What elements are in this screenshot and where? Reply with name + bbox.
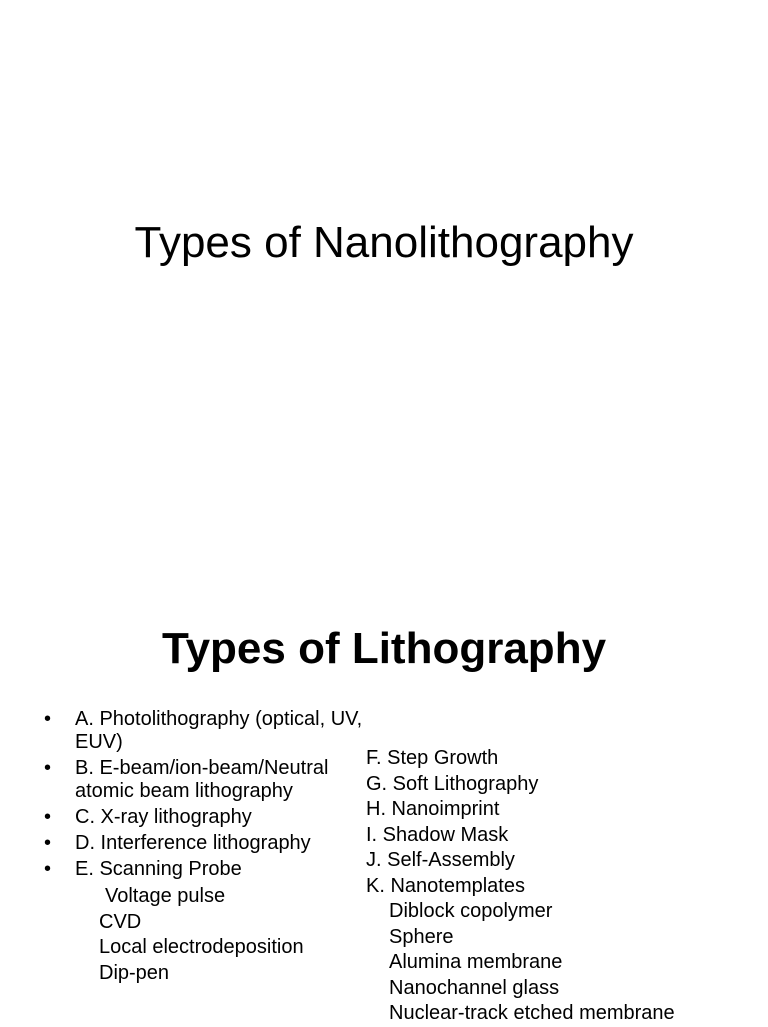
list-item-text: D. Interference lithography [75, 832, 311, 854]
sub-list-item: Alumina membrane [389, 951, 563, 973]
list-item-text: A. Photolithography (optical, UV, EUV) [75, 708, 363, 753]
list-item: F. Step Growth [366, 747, 499, 769]
list-item: H. Nanoimprint [366, 798, 500, 820]
slide1-title: Types of Nanolithography [134, 218, 634, 267]
list-item-text: B. E-beam/ion-beam/Neutral atomic beam lithography [75, 757, 329, 802]
list-item: I. Shadow Mask [366, 823, 509, 846]
list-item [44, 858, 364, 881]
list-item-text: E. Scanning Probe [75, 858, 242, 880]
sub-list-item: Voltage pulse [105, 885, 226, 907]
bullet-icon: • [44, 832, 52, 854]
sub-list-item: Nuclear-track etched membrane [389, 1002, 675, 1024]
bullet-icon: • [44, 858, 52, 880]
list-item: J. Self-Assembly [366, 849, 515, 871]
list-item-text: C. X-ray lithography [75, 806, 252, 828]
list-item: G. Soft Lithography [366, 772, 539, 795]
bullet-icon: • [44, 757, 52, 779]
lithography-list-left [44, 708, 364, 881]
bullet-icon: • [44, 708, 52, 730]
left-column [44, 708, 364, 986]
sub-list-item: Nanochannel glass [389, 976, 560, 999]
sub-list-item: Diblock copolymer [389, 900, 553, 922]
right-column [366, 746, 766, 1027]
scanning-probe-sublist [44, 884, 364, 986]
sub-list-item: Local electrodeposition [99, 936, 304, 958]
list-item [44, 757, 364, 803]
sub-list-item: Dip-pen [99, 961, 170, 984]
list-item: K. Nanotemplates [366, 874, 525, 897]
list-item [44, 832, 364, 855]
slide2-title: Types of Lithography [161, 624, 607, 673]
bullet-icon: • [44, 806, 52, 828]
sub-list-item: CVD [99, 910, 142, 933]
list-item [44, 708, 364, 754]
list-item [44, 806, 364, 829]
sub-list-item: Sphere [389, 925, 454, 948]
